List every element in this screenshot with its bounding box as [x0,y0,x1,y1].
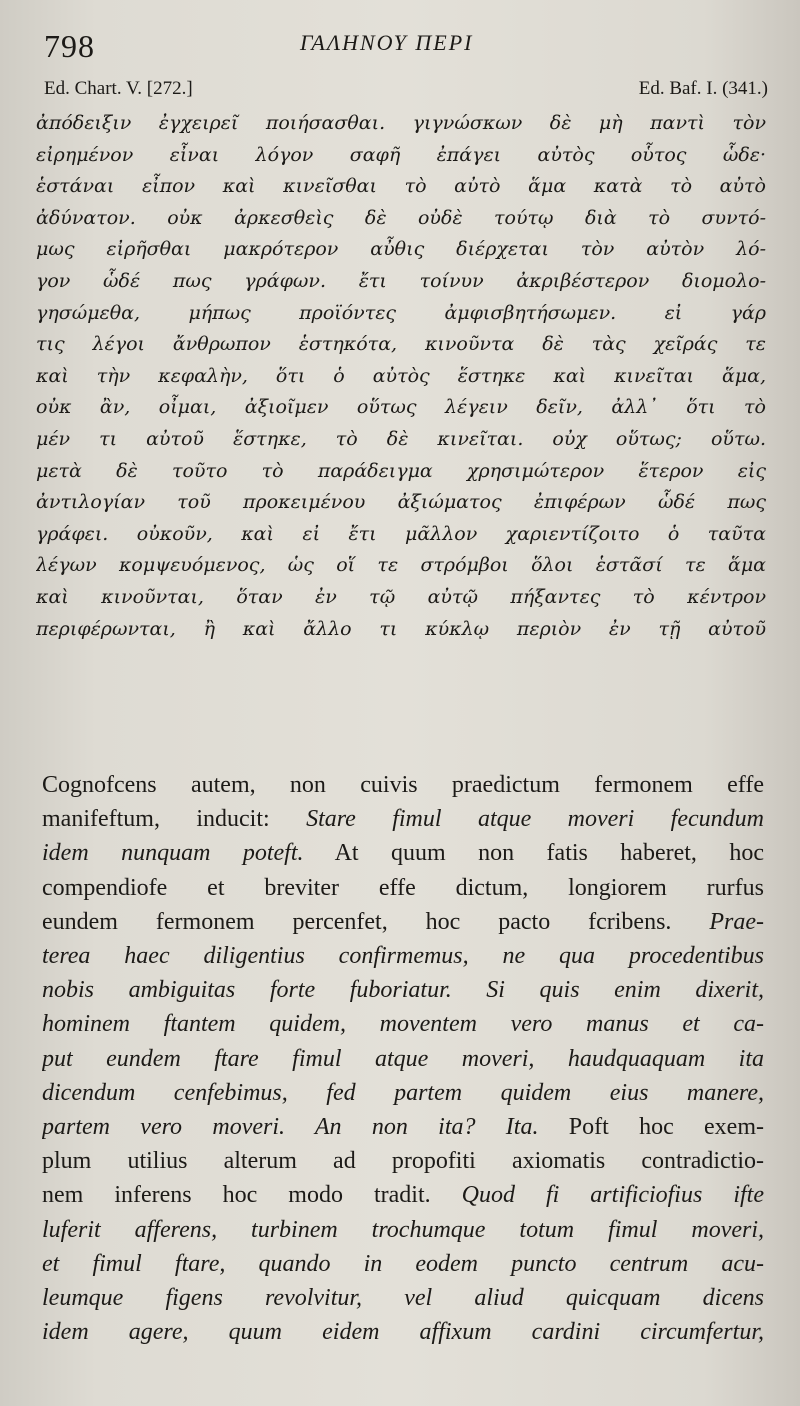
latin-text-block [42,768,764,1349]
latin-roman-run: plum utilius alterum ad propofiti axiomatis contradictio- [42,1148,764,1175]
latin-italic-run: Quod fi artificiofius ifte [461,1182,764,1209]
latin-text-line [42,1110,764,1144]
greek-text-line: τις λέγοι ἄνθρωπον ἑστηκότα, κινοῦντα δὲ τὰς χεῖράς τε [36,333,766,356]
latin-text-line [42,1213,764,1247]
greek-text-block [36,108,766,645]
greek-text-line: εἰρημένον εἶναι λόγον σαφῆ ἐπάγει αὐτὸς οὗτος ὧδε· [36,143,766,166]
greek-text-line: ἑστάναι εἶπον καὶ κινεῖσθαι τὸ αὐτὸ ἅμα κατὰ τὸ αὐτὸ [36,175,766,198]
latin-italic-run: put eundem ftare fimul atque moveri, haudquaquam ita [42,1045,764,1072]
latin-text-line [42,1042,764,1076]
latin-roman-run: manifeftum, inducit: [42,806,307,833]
greek-text-line: καὶ τὴν κεφαλὴν, ὅτι ὁ αὐτὸς ἕστηκε καὶ κινεῖται ἅμα, [36,364,766,387]
greek-text-line: ἀντιλογίαν τοῦ προκειμένου ἀξιώματος ἐπιφέρων ὧδέ πως [36,491,766,514]
latin-italic-run: idem nunquam poteft. [42,840,304,867]
greek-text-line: γράφει. οὐκοῦν, καὶ εἰ ἔτι μᾶλλον χαριεντίζοιτο ὁ ταῦτα [36,522,766,545]
greek-text-line: καὶ κινοῦνται, ὅταν ἐν τῷ αὐτῷ πήξαντες τὸ κέντρον [36,585,766,608]
greek-text-line: μως εἰρῆσθαι μακρότερον αὖθις διέρχεται τὸν αὐτὸν λό- [36,238,766,261]
latin-italic-run: hominem ftantem quidem, moventem vero manus et ca- [42,1011,764,1038]
latin-text-line [42,939,764,973]
latin-text-line [42,1007,764,1041]
latin-text-line [42,1178,764,1212]
latin-text-line [42,1247,764,1281]
greek-text-line: ἀπόδειξιν ἐγχειρεῖ ποιήσασθαι. γιγνώσκων δὲ μὴ παντὶ τὸν [36,112,766,134]
latin-text-line [42,1281,764,1315]
latin-italic-run: partem vero moveri. An non ita? Ita. [42,1114,539,1141]
latin-text-line [42,1144,764,1178]
latin-roman-run: Poft hoc exem- [538,1114,764,1141]
greek-text-line: λέγων κομψευόμενος, ὡς οἵ τε στρόμβοι ὅλοι ἑστᾶσί τε ἅμα [36,554,766,577]
latin-roman-run: Cognofcens autem, non cuivis praedictum fermonem effe [42,772,764,798]
greek-text-line: γον ὧδέ πως γράφων. ἔτι τοίνυν ἀκριβέστερον διομολο- [36,269,766,292]
latin-roman-run: At quum non fatis haberet, hoc [303,840,764,867]
greek-text-line: περιφέρωνται, ἢ καὶ ἄλλο τι κύκλῳ περιὸν ἐν τῇ αὐτοῦ [36,617,766,640]
greek-text-line: ἀδύνατον. οὐκ ἀρκεσθεὶς δὲ οὐδὲ τούτῳ διὰ τὸ συντό- [36,206,766,229]
edition-reference-right: Ed. Baf. I. (341.) [638,78,768,99]
latin-text-line [42,768,764,802]
latin-text-line [42,905,764,939]
latin-text-line [42,802,764,836]
greek-text-line: οὐκ ἂν, οἶμαι, ἀξιοῖμεν οὕτως λέγειν δεῖν, ἀλλ᾽ ὅτι τὸ [36,396,766,419]
latin-italic-run: luferit afferens, turbinem trochumque totum fimul moveri, [42,1216,764,1243]
latin-text-line [42,1315,764,1349]
latin-italic-run: dicendum cenfebimus, fed partem quidem eius manere, [42,1079,764,1106]
latin-italic-run: Prae- [709,908,764,935]
greek-text-line: μέν τι αὐτοῦ ἕστηκε, τὸ δὲ κινεῖται. οὐχ οὕτως; οὕτω. [36,427,766,450]
latin-italic-run: nobis ambiguitas forte fuboriatur. Si quis enim dixerit, [42,977,764,1004]
latin-text-line [42,871,764,905]
latin-text-line [42,973,764,1007]
latin-text-line [42,1076,764,1110]
latin-italic-run: idem agere, quum eidem affixum cardini circumfertur, [42,1319,764,1346]
greek-text-line: μετὰ δὲ τοῦτο τὸ παράδειγμα χρησιμώτερον ἕτερον εἰς [36,459,766,482]
latin-roman-run: nem inferens hoc modo tradit. [42,1182,462,1209]
page-number: 798 [44,28,95,64]
greek-text-line: γησώμεθα, μήπως προϊόντες ἀμφισβητήσωμεν. εἰ γάρ [36,301,766,324]
latin-italic-run: terea haec diligentius confirmemus, ne qua procedentibus [42,943,764,970]
latin-roman-run: eundem fermonem percenfet, hoc pacto fcribens. [42,908,710,935]
latin-text-line [42,836,764,870]
running-title: ΓΑΛΗΝΟΥ ΠΕΡΙ [300,30,474,55]
edition-reference-left: Ed. Chart. V. [272.] [44,78,193,99]
latin-italic-run: leumque figens revolvitur, vel aliud quicquam dicens [42,1285,764,1312]
latin-italic-run: et fimul ftare, quando in eodem puncto centrum acu- [42,1250,764,1277]
latin-roman-run: compendiofe et breviter effe dictum, longiorem rurfus [42,874,764,901]
latin-italic-run: Stare fimul atque moveri fecundum [306,806,764,833]
